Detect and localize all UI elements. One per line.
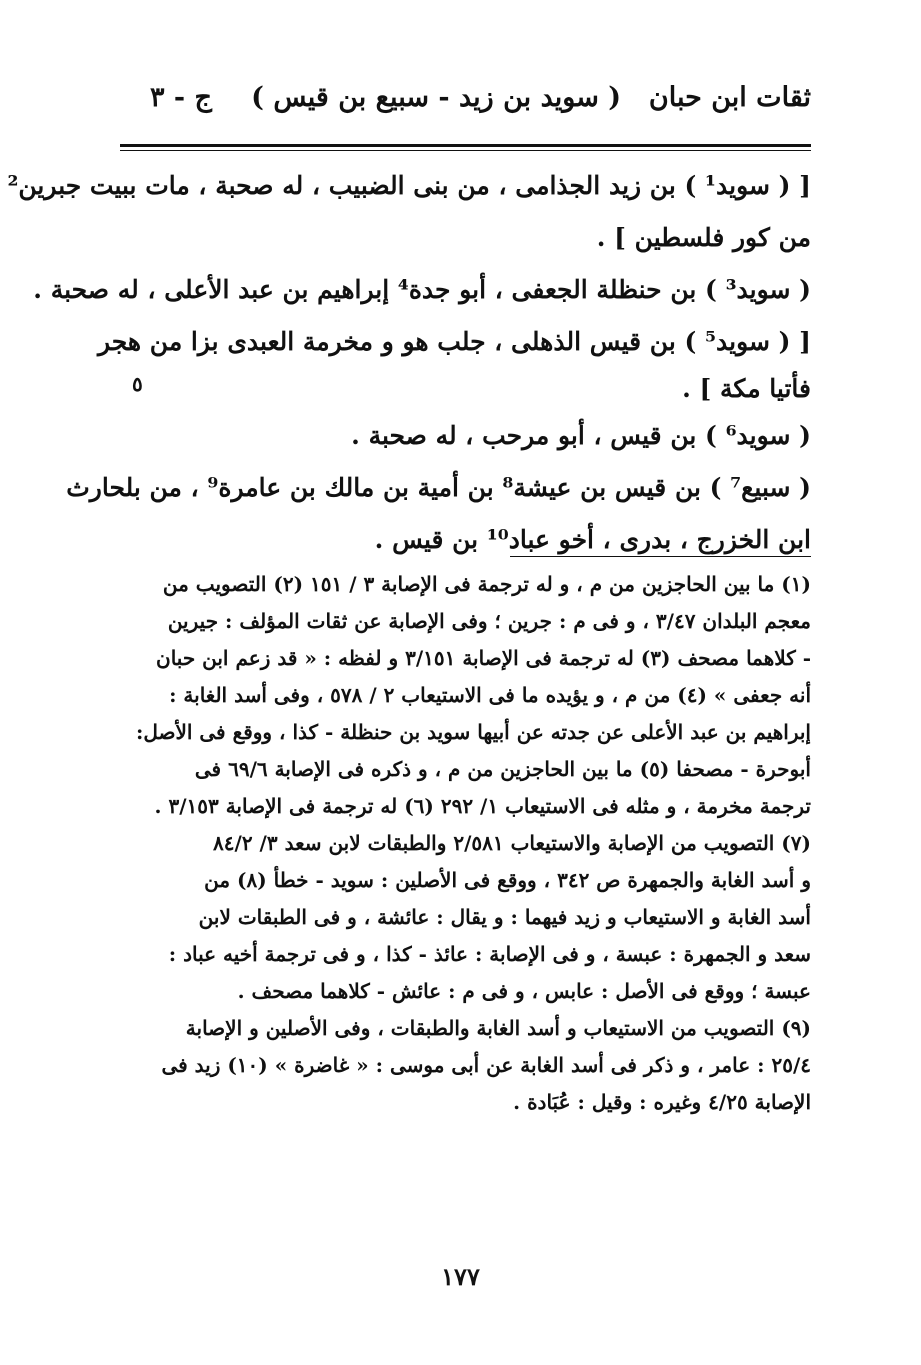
footnote-line: ٢٥/٤ : عامر ، و ذكر فى أسد الغابة عن أبى موسى : « غاضرة » (١٠) زيد فى [161, 1053, 811, 1077]
footnote-line: و أسد الغابة والجمهرة ص ٣٤٢ ، ووقع فى الأصلين : سويد - خطأ (٨) من [204, 868, 811, 892]
page-header [120, 82, 811, 122]
main-line: فأتيا مكة ] . [682, 374, 811, 403]
header-rule-thin [120, 150, 811, 151]
main-line: ابن الخزرج ، بدرى ، أخو عباد¹⁰ بن قيس . [374, 525, 811, 554]
main-line: ( سويد³ ) بن حنظلة الجعفى ، أبو جدة⁴ إبراهيم بن عبد الأعلى ، له صحبة . [33, 275, 811, 304]
footnote-line: أبوحرة - مصحفا (٥) ما بين الحاجزين من م ، و ذكره فى الإصابة ٦٩/٦ فى [194, 757, 811, 781]
footnote-line: أنه جعفى » (٤) من م ، و يؤيده ما فى الاستيعاب ٢ / ٥٧٨ ، وفى أسد الغابة : [169, 683, 811, 707]
footnote-line: (٧) التصويب من الإصابة والاستيعاب ٢/٥٨١ والطبقات لابن سعد ٣/ ٨٤/٢ [213, 831, 811, 855]
page-number: ١٧٧ [441, 1262, 480, 1291]
main-line: ( سبيع⁷ ) بن قيس بن عيشة⁸ بن أمية بن مالك بن عامرة⁹ ، من بلحارث [66, 473, 811, 502]
main-line: ( سويد⁶ ) بن قيس ، أبو مرحب ، له صحبة . [351, 421, 811, 450]
header-rule-thick [120, 144, 811, 147]
footnote-line: - كلاهما مصحف (٣) له ترجمة فى الإصابة ٣/١٥١ و لفظه : « قد زعم ابن حبان [156, 646, 811, 670]
footnote-line: ترجمة مخرمة ، و مثله فى الاستيعاب ١/ ٢٩٢ (٦) له ترجمة فى الإصابة ٣/١٥٣ . [154, 794, 811, 818]
footnote-line: معجم البلدان ٣/٤٧ ، و فى م : جرين ؛ وفى الإصابة عن ثقات المؤلف : جيرين [167, 609, 811, 633]
volume-label: ج - ٣ [150, 82, 212, 113]
footnote-line: عبسة ؛ ووقع فى الأصل : عابس ، و فى م : عائش - كلاهما مصحف . [237, 979, 811, 1003]
main-line: [ ( سويد¹ ) بن زيد الجذامى ، من بنى الضبيب ، له صحبة ، مات ببيت جبرين² [7, 171, 811, 200]
footnote-line: الإصابة ٤/٢٥ وغيره : وقيل : عُبَادة . [513, 1090, 811, 1114]
main-line: [ ( سويد⁵ ) بن قيس الذهلى ، جلب هو و مخرمة العبدى بزا من هجر [97, 327, 811, 356]
book-title: ثقات ابن حبان [648, 82, 811, 113]
footnote-separator [510, 556, 811, 557]
footnote-line: (٩) التصويب من الاستيعاب و أسد الغابة والطبقات ، وفى الأصلين و الإصابة [185, 1016, 811, 1040]
main-text [7, 160, 811, 566]
footnote-line: (١) ما بين الحاجزين من م ، و له ترجمة فى الإصابة ٣ / ١٥١ (٢) التصويب من [162, 572, 811, 596]
footnote-line: إبراهيم بن عبد الأعلى عن جدته عن أبيها سويد بن حنظلة - كذا ، ووقع فى الأصل: [135, 720, 811, 744]
main-line: من كور فلسطين ] . [596, 223, 811, 252]
footnotes [111, 566, 811, 1121]
footnote-line: أسد الغابة و الاستيعاب و زيد فيهما : و يقال : عائشة ، و فى الطبقات لابن [198, 905, 811, 929]
section-title: ( سويد بن زيد - سبيع بن قيس ) [251, 82, 621, 113]
margin-number: ٥ [132, 372, 143, 396]
footnote-line: سعد و الجمهرة : عبسة ، و فى الإصابة : عائذ - كذا ، و فى ترجمة أخيه عباد : [168, 942, 811, 966]
